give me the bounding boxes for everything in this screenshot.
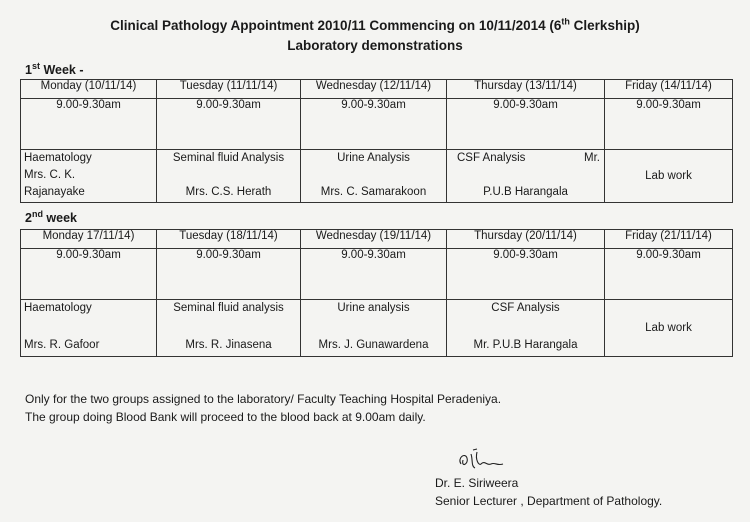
document-title: Clinical Pathology Appointment 2010/11 Commencing on 10/11/2014 (6th Clerkship): [110, 16, 640, 33]
demonstration-row: [21, 150, 733, 203]
note-line: The group doing Blood Bank will proceed to the blood back at 9.00am daily.: [25, 410, 426, 424]
signature-block: [435, 474, 662, 510]
demonstration-cell: [157, 300, 301, 357]
time-row: [21, 99, 733, 150]
day-header: Tuesday (11/11/14): [157, 80, 301, 99]
day-header: Friday (21/11/14): [605, 230, 733, 249]
demonstration-row: [21, 300, 733, 357]
topic-text: Lab work: [645, 170, 692, 182]
topic-text: Seminal fluid Analysis: [172, 152, 285, 164]
day-header: Monday 17/11/14): [21, 230, 157, 249]
demonstration-cell: [447, 150, 605, 203]
day-header: Tuesday (18/11/14): [157, 230, 301, 249]
time-cell: 9.00-9.30am: [605, 99, 733, 150]
signature-mark: [447, 446, 507, 472]
time-cell: 9.00-9.30am: [157, 249, 301, 300]
topic-text: CSF Analysis: [457, 152, 526, 164]
time-cell: 9.00-9.30am: [301, 249, 447, 300]
time-cell: 9.00-9.30am: [21, 249, 157, 300]
week-1-label: 1st Week -: [25, 60, 84, 77]
note-line: Only for the two groups assigned to the laboratory/ Faculty Teaching Hospital Peradeniya.: [25, 392, 502, 406]
notes: [25, 390, 501, 426]
instructor-text: P.U.B Harangala: [483, 186, 568, 198]
signer-name: Dr. E. Siriweera: [435, 476, 519, 490]
topic-text: Seminal fluid analysis: [173, 302, 284, 314]
week-1-table: [20, 79, 733, 203]
instructor-text: Mr. P.U.B Harangala: [473, 339, 578, 351]
instructor-text: Mrs. R. Gafoor: [24, 339, 100, 351]
demonstration-cell: [301, 150, 447, 203]
demonstration-cell: [21, 300, 157, 357]
day-header-row: [21, 80, 733, 99]
week-2-table: [20, 229, 733, 357]
day-header-row: [21, 230, 733, 249]
instructor-text: Mrs. C. K.: [24, 169, 76, 181]
topic-text: Urine Analysis: [337, 152, 410, 164]
topic-text: Haematology: [24, 302, 92, 314]
topic-text: Urine analysis: [337, 302, 410, 314]
day-header: Friday (14/11/14): [605, 80, 733, 99]
demonstration-cell: [605, 300, 733, 357]
time-cell: 9.00-9.30am: [605, 249, 733, 300]
demonstration-cell: [301, 300, 447, 357]
time-row: [21, 249, 733, 300]
day-header: Thursday (20/11/14): [447, 230, 605, 249]
demonstration-cell: [605, 150, 733, 203]
demonstration-cell: [157, 150, 301, 203]
day-header: Wednesday (19/11/14): [301, 230, 447, 249]
instructor-text: Mrs. C.S. Herath: [185, 186, 272, 198]
topic-text: Lab work: [645, 322, 692, 334]
time-cell: 9.00-9.30am: [157, 99, 301, 150]
instructor-text: Mrs. R. Jinasena: [185, 339, 272, 351]
time-cell: 9.00-9.30am: [447, 249, 605, 300]
instructor-text: Rajanayake: [24, 186, 85, 198]
day-header: Wednesday (12/11/14): [301, 80, 447, 99]
day-header: Monday (10/11/14): [21, 80, 157, 99]
demonstration-cell: [447, 300, 605, 357]
time-cell: 9.00-9.30am: [21, 99, 157, 150]
topic-text: Haematology: [24, 152, 92, 164]
document-subtitle: Laboratory demonstrations: [287, 38, 463, 53]
demonstration-cell: [21, 150, 157, 203]
week-2-label: 2nd week: [25, 208, 78, 225]
topic-text: CSF Analysis: [491, 302, 560, 314]
instructor-title-text: Mr.: [584, 152, 600, 164]
day-header: Thursday (13/11/14): [447, 80, 605, 99]
instructor-text: Mrs. C. Samarakoon: [320, 186, 427, 198]
time-cell: 9.00-9.30am: [301, 99, 447, 150]
signer-position: Senior Lecturer , Department of Pathology.: [435, 494, 663, 508]
time-cell: 9.00-9.30am: [447, 99, 605, 150]
instructor-text: Mrs. J. Gunawardena: [318, 339, 429, 351]
